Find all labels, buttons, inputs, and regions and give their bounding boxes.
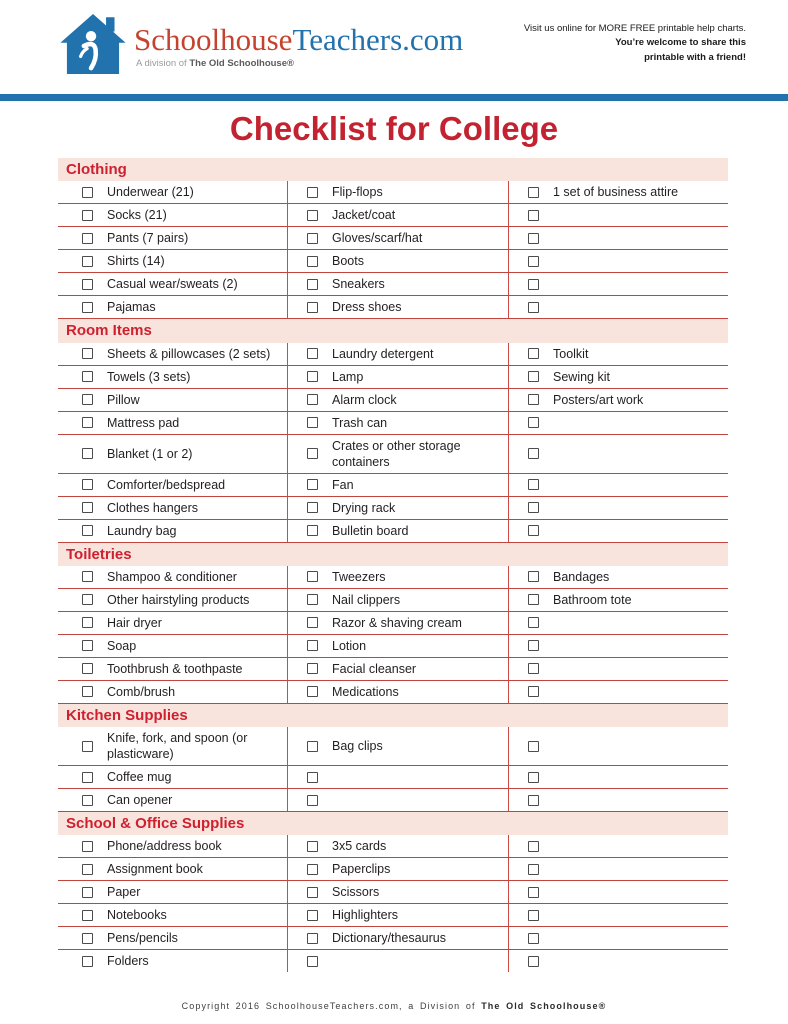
checklist-cell: [287, 497, 508, 519]
section-room-items: [58, 319, 728, 542]
share-note-line1: Visit us online for MORE FREE printable help charts.: [523, 23, 746, 34]
checkbox[interactable]: [528, 187, 539, 198]
checklist-cell: [287, 366, 508, 388]
header: [0, 0, 788, 94]
checklist-cell: [508, 204, 728, 226]
item-label: Laundry detergent: [332, 346, 434, 361]
checklist-row: [58, 435, 728, 474]
checklist-row: [58, 658, 728, 681]
checklist-row: [58, 835, 728, 858]
checkbox[interactable]: [528, 233, 539, 244]
checkbox[interactable]: [528, 525, 539, 536]
checklist-cell: [58, 343, 287, 365]
checklist-row: [58, 904, 728, 927]
item-label: Mattress pad: [107, 415, 180, 430]
checklist-cell: [287, 927, 508, 949]
checkbox[interactable]: [528, 741, 539, 752]
item-label: Paperclips: [332, 862, 391, 877]
checklist-cell: [58, 296, 287, 318]
checkbox[interactable]: [82, 594, 93, 605]
checkbox[interactable]: [307, 956, 318, 967]
item-label: Sewing kit: [553, 369, 610, 384]
section-title: School & Office Supplies: [58, 812, 728, 835]
checkbox[interactable]: [82, 956, 93, 967]
item-label: Pajamas: [107, 300, 156, 315]
checklist-cell: [287, 658, 508, 680]
checklist-cell: [287, 881, 508, 903]
footer-copyright: [0, 1001, 788, 1011]
item-label: Jacket/coat: [332, 208, 396, 223]
item-label: Bag clips: [332, 739, 383, 753]
brand-name-schoolhouse: Schoolhouse: [134, 22, 293, 57]
checklist-row: [58, 412, 728, 435]
item-label: Sneakers: [332, 277, 385, 292]
checklist-cell: [58, 181, 287, 203]
checkbox[interactable]: [82, 479, 93, 490]
checkbox[interactable]: [528, 302, 539, 313]
checklist-row: [58, 727, 728, 766]
checklist-row: [58, 227, 728, 250]
checklist-cell: [58, 366, 287, 388]
item-label: Casual wear/sweats (2): [107, 277, 238, 292]
checklist-cell: [287, 227, 508, 249]
checklist-cell: [287, 635, 508, 657]
checklist-cell: [287, 343, 508, 365]
checklist-cell: [287, 389, 508, 411]
checklist-cell: [508, 658, 728, 680]
checklist-cell: [287, 904, 508, 926]
item-label: Bulletin board: [332, 523, 409, 538]
checkbox[interactable]: [307, 887, 318, 898]
checkbox[interactable]: [528, 256, 539, 267]
checklist-cell: [58, 227, 287, 249]
checkbox[interactable]: [307, 479, 318, 490]
checklist-cell: [287, 250, 508, 272]
item-label: Alarm clock: [332, 392, 397, 407]
item-label: Bandages: [553, 569, 610, 584]
item-label: Toothbrush & toothpaste: [107, 661, 243, 676]
checklist-cell: [58, 566, 287, 588]
checkbox[interactable]: [307, 640, 318, 651]
checklist-row: [58, 474, 728, 497]
item-label: Nail clippers: [332, 592, 401, 607]
item-label: Folders: [107, 954, 149, 969]
checkbox[interactable]: [82, 187, 93, 198]
item-label: Socks (21): [107, 208, 167, 223]
item-label: Gloves/scarf/hat: [332, 231, 423, 246]
checklist-cell: [287, 273, 508, 295]
checklist-cell: [58, 835, 287, 857]
checkbox[interactable]: [307, 394, 318, 405]
item-label: Phone/address book: [107, 839, 222, 854]
item-label: Bathroom tote: [553, 592, 632, 607]
checkbox[interactable]: [307, 187, 318, 198]
checkbox[interactable]: [82, 686, 93, 697]
checklist-cell: [287, 858, 508, 880]
checklist-cell: [287, 589, 508, 611]
checkbox[interactable]: [82, 302, 93, 313]
checklist-row: [58, 296, 728, 319]
checklist-cell: [287, 520, 508, 542]
checklist-cell: [508, 181, 728, 203]
item-label: Hair dryer: [107, 615, 162, 630]
checkbox[interactable]: [528, 479, 539, 490]
checklist-row: [58, 766, 728, 789]
checkbox[interactable]: [307, 571, 318, 582]
item-label: Sheets & pillowcases (2 sets): [107, 346, 271, 361]
logo: [60, 14, 463, 74]
checklist-row: [58, 389, 728, 412]
section-title: Clothing: [58, 158, 728, 181]
checkbox[interactable]: [82, 933, 93, 944]
checklist-cell: [508, 881, 728, 903]
item-label: Facial cleanser: [332, 661, 417, 676]
checklist-cell: [58, 658, 287, 680]
checklist-cell: [287, 474, 508, 496]
checklist-cell: [58, 474, 287, 496]
checkbox[interactable]: [307, 525, 318, 536]
checkbox[interactable]: [82, 256, 93, 267]
checkbox[interactable]: [528, 772, 539, 783]
item-label: Pens/pencils: [107, 931, 178, 946]
checklist-row: [58, 612, 728, 635]
checklist-cell: [287, 296, 508, 318]
checklist-cell: [287, 204, 508, 226]
checkbox[interactable]: [528, 887, 539, 898]
checkbox[interactable]: [307, 741, 318, 752]
checklist-row: [58, 497, 728, 520]
checklist-row: [58, 566, 728, 589]
checkbox[interactable]: [307, 448, 318, 459]
checkbox[interactable]: [307, 594, 318, 605]
checkbox[interactable]: [528, 394, 539, 405]
item-label: Pants (7 pairs): [107, 231, 189, 246]
checkbox[interactable]: [307, 348, 318, 359]
item-label: Drying rack: [332, 500, 396, 515]
checklist-cell: [508, 520, 728, 542]
checkbox[interactable]: [528, 686, 539, 697]
checkbox[interactable]: [82, 741, 93, 752]
checklist-cell: [58, 881, 287, 903]
checklist-cell: [287, 835, 508, 857]
checklist-row: [58, 520, 728, 543]
checklist-cell: [508, 904, 728, 926]
item-label: Pillow: [107, 392, 140, 407]
checkbox[interactable]: [82, 525, 93, 536]
checklist-row: [58, 789, 728, 812]
item-label: Lotion: [332, 638, 367, 653]
checklist-cell: [287, 950, 508, 972]
checkbox[interactable]: [528, 910, 539, 921]
checkbox[interactable]: [307, 279, 318, 290]
item-label: Can opener: [107, 793, 173, 807]
checkbox[interactable]: [82, 841, 93, 852]
checklist-cell: [508, 950, 728, 972]
item-label: Notebooks: [107, 908, 167, 923]
checklist-cell: [508, 858, 728, 880]
checklist-cell: [287, 412, 508, 434]
schoolhouse-logo-icon: [60, 14, 126, 74]
checklist-cell: [508, 497, 728, 519]
checklist-row: [58, 366, 728, 389]
item-label: Tweezers: [332, 569, 386, 584]
checklist-cell: [58, 904, 287, 926]
item-label: Clothes hangers: [107, 500, 199, 515]
checklist-cell: [508, 727, 728, 765]
checkbox[interactable]: [307, 933, 318, 944]
item-label: Blanket (1 or 2): [107, 446, 193, 461]
checklist-row: [58, 204, 728, 227]
item-label: Comforter/bedspread: [107, 477, 226, 492]
checklist-cell: [58, 204, 287, 226]
item-label: Paper: [107, 885, 141, 900]
checkbox[interactable]: [307, 795, 318, 806]
checklist-cell: [58, 389, 287, 411]
checkbox[interactable]: [528, 417, 539, 428]
checklist-cell: [508, 766, 728, 788]
checklist-cell: [508, 412, 728, 434]
checkbox[interactable]: [82, 502, 93, 513]
checkbox[interactable]: [82, 663, 93, 674]
item-label: Comb/brush: [107, 684, 176, 699]
checkbox[interactable]: [307, 417, 318, 428]
checklist: [58, 158, 728, 972]
checkbox[interactable]: [82, 348, 93, 359]
checkbox[interactable]: [82, 571, 93, 582]
checklist-cell: [508, 927, 728, 949]
logo-text: [134, 14, 463, 69]
checkbox[interactable]: [82, 617, 93, 628]
item-label: Medications: [332, 684, 399, 699]
item-label: Flip-flops: [332, 185, 383, 200]
checklist-cell: [508, 635, 728, 657]
checkbox[interactable]: [528, 210, 539, 221]
checklist-cell: [508, 366, 728, 388]
share-note-line2: You’re welcome to share this: [615, 37, 746, 49]
item-label: Coffee mug: [107, 770, 172, 784]
item-label: 1 set of business attire: [553, 185, 679, 200]
checklist-cell: [508, 435, 728, 473]
checkbox[interactable]: [307, 502, 318, 513]
checklist-cell: [287, 612, 508, 634]
checkbox[interactable]: [307, 910, 318, 921]
checklist-row: [58, 181, 728, 204]
item-label: Fan: [332, 477, 354, 492]
tagline-bold: The Old Schoolhouse®: [189, 58, 294, 69]
item-label: Crates or other storage containers: [332, 438, 461, 469]
checklist-row: [58, 250, 728, 273]
checklist-cell: [508, 589, 728, 611]
checklist-row: [58, 589, 728, 612]
checklist-cell: [508, 474, 728, 496]
checklist-row: [58, 343, 728, 366]
checklist-cell: [508, 273, 728, 295]
item-label: Dress shoes: [332, 300, 402, 315]
footer-bold: The Old Schoolhouse®: [481, 1001, 607, 1011]
divider-bar: [0, 94, 788, 101]
checklist-cell: [287, 681, 508, 703]
page-title: Checklist for College: [229, 110, 559, 147]
checkbox[interactable]: [528, 594, 539, 605]
checklist-row: [58, 858, 728, 881]
logo-tagline: [134, 58, 463, 69]
checklist-cell: [508, 789, 728, 811]
checklist-cell: [287, 181, 508, 203]
checkbox[interactable]: [307, 663, 318, 674]
checkbox[interactable]: [528, 348, 539, 359]
checkbox[interactable]: [528, 663, 539, 674]
checklist-cell: [508, 250, 728, 272]
checkbox[interactable]: [82, 417, 93, 428]
checkbox[interactable]: [307, 256, 318, 267]
footer-prefix: Copyright 2016 SchoolhouseTeachers.com, a Division of: [181, 1001, 482, 1011]
checkbox[interactable]: [528, 279, 539, 290]
checkbox[interactable]: [82, 795, 93, 806]
checklist-cell: [287, 566, 508, 588]
item-label: Other hairstyling products: [107, 592, 250, 607]
checkbox[interactable]: [307, 233, 318, 244]
checkbox[interactable]: [307, 210, 318, 221]
checklist-cell: [58, 789, 287, 811]
checklist-cell: [508, 296, 728, 318]
checklist-cell: [508, 612, 728, 634]
item-label: Assignment book: [107, 862, 203, 877]
item-label: Shampoo & conditioner: [107, 569, 237, 584]
checklist-cell: [58, 273, 287, 295]
item-label: Razor & shaving cream: [332, 615, 462, 630]
item-label: Toolkit: [553, 346, 589, 361]
item-label: Scissors: [332, 885, 380, 900]
checkbox[interactable]: [82, 448, 93, 459]
checklist-cell: [287, 727, 508, 765]
section-title: Toiletries: [58, 543, 728, 566]
item-label: Highlighters: [332, 908, 399, 923]
checkbox[interactable]: [528, 795, 539, 806]
section-clothing: [58, 158, 728, 319]
section-school-office-supplies: [58, 812, 728, 972]
item-label: Lamp: [332, 369, 364, 384]
item-label: Posters/art work: [553, 392, 644, 407]
checklist-cell: [58, 520, 287, 542]
section-kitchen-supplies: [58, 704, 728, 812]
checklist-row: [58, 273, 728, 296]
checklist-cell: [58, 766, 287, 788]
checkbox[interactable]: [307, 772, 318, 783]
checklist-cell: [58, 412, 287, 434]
item-label: 3x5 cards: [332, 839, 387, 854]
checklist-cell: [508, 835, 728, 857]
share-note: [524, 14, 746, 65]
checkbox[interactable]: [82, 394, 93, 405]
checkbox[interactable]: [528, 502, 539, 513]
checklist-cell: [58, 250, 287, 272]
share-note-line3: printable with a friend!: [644, 51, 746, 63]
item-label: Knife, fork, and spoon (or plasticware): [107, 731, 248, 761]
checkbox[interactable]: [82, 233, 93, 244]
checkbox[interactable]: [82, 772, 93, 783]
section-toiletries: [58, 543, 728, 704]
checklist-row: [58, 950, 728, 972]
checklist-cell: [58, 612, 287, 634]
checkbox[interactable]: [82, 864, 93, 875]
checklist-cell: [58, 589, 287, 611]
item-label: Soap: [107, 638, 137, 653]
checkbox[interactable]: [82, 887, 93, 898]
checkbox[interactable]: [528, 841, 539, 852]
checklist-cell: [508, 566, 728, 588]
checkbox[interactable]: [307, 686, 318, 697]
checklist-row: [58, 927, 728, 950]
checkbox[interactable]: [528, 864, 539, 875]
checklist-cell: [287, 766, 508, 788]
checklist-cell: [287, 789, 508, 811]
checkbox[interactable]: [528, 640, 539, 651]
checkbox[interactable]: [528, 371, 539, 382]
section-title: Room Items: [58, 319, 728, 342]
checkbox[interactable]: [82, 910, 93, 921]
checklist-cell: [58, 858, 287, 880]
checkbox[interactable]: [307, 371, 318, 382]
checklist-row: [58, 635, 728, 658]
checkbox[interactable]: [82, 279, 93, 290]
checkbox[interactable]: [307, 302, 318, 313]
checkbox[interactable]: [307, 841, 318, 852]
checklist-cell: [508, 681, 728, 703]
section-title: Kitchen Supplies: [58, 704, 728, 727]
item-label: Underwear (21): [107, 185, 194, 200]
checkbox[interactable]: [528, 956, 539, 967]
checkbox[interactable]: [307, 864, 318, 875]
checklist-cell: [508, 343, 728, 365]
checklist-cell: [58, 727, 287, 765]
checkbox[interactable]: [82, 371, 93, 382]
checklist-cell: [508, 227, 728, 249]
checklist-cell: [508, 389, 728, 411]
tagline-prefix: A division of: [136, 58, 190, 69]
checkbox[interactable]: [82, 640, 93, 651]
checklist-cell: [58, 950, 287, 972]
checklist-cell: [58, 497, 287, 519]
checkbox[interactable]: [528, 571, 539, 582]
checklist-cell: [58, 635, 287, 657]
checklist-cell: [58, 927, 287, 949]
checklist-cell: [58, 681, 287, 703]
checkbox[interactable]: [528, 448, 539, 459]
item-label: Shirts (14): [107, 254, 165, 269]
item-label: Trash can: [332, 415, 388, 430]
item-label: Towels (3 sets): [107, 369, 191, 384]
checklist-row: [58, 881, 728, 904]
brand-name-teachers: Teachers.com: [292, 22, 464, 57]
checkbox[interactable]: [307, 617, 318, 628]
checklist-cell: [58, 435, 287, 473]
checkbox[interactable]: [528, 617, 539, 628]
item-label: Dictionary/thesaurus: [332, 931, 446, 946]
item-label: Boots: [332, 254, 364, 269]
checkbox[interactable]: [528, 933, 539, 944]
checklist-cell: [287, 435, 508, 473]
item-label: Laundry bag: [107, 523, 177, 538]
checklist-row: [58, 681, 728, 704]
checkbox[interactable]: [82, 210, 93, 221]
